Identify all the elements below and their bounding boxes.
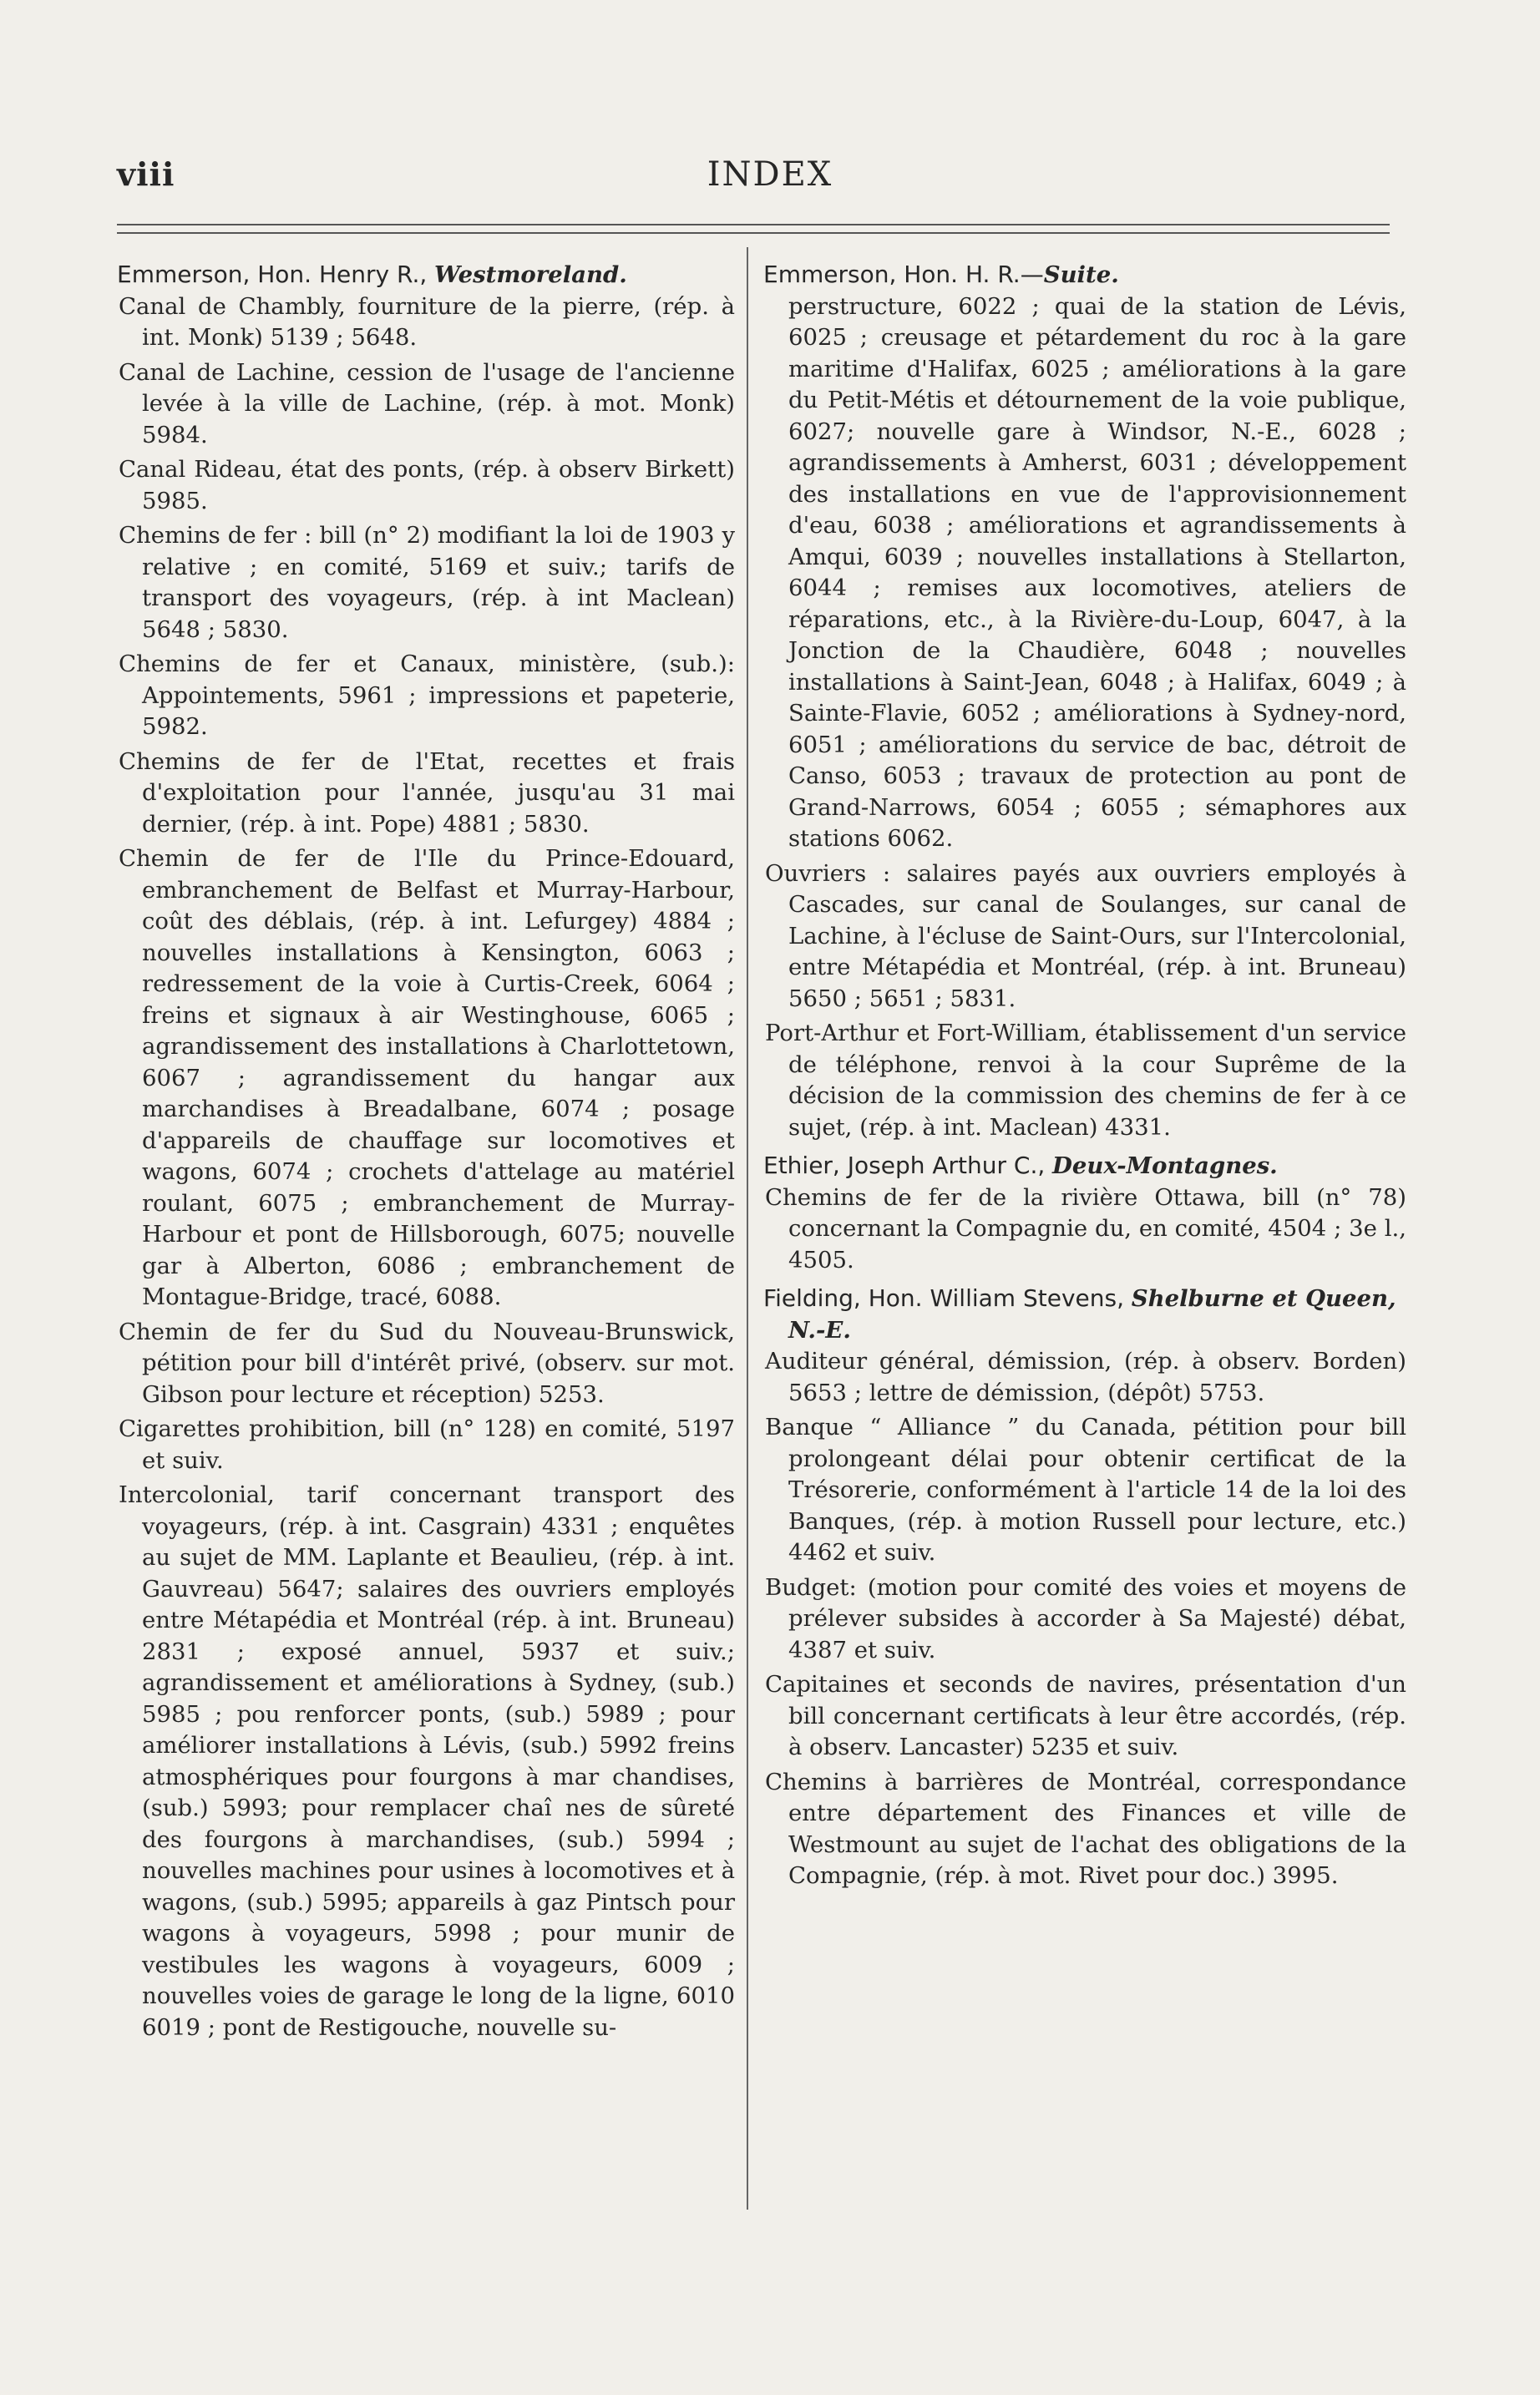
- index-entry: Chemin de fer de l'Ile du Prince-Edouard, embranchement de Belfast et Murray-Harbour, coût des déblais, (rép. à int. Lefurgey) 4884 ; nouvelles installations à Kensington, 6063 ; redressement de la voie à Curtis-Creek, 6064 ; freins et signaux à air Westinghouse, 6065 ; agrandissement des installations à Charlottetown, 6067 ; agrandissement du hangar aux marchandises à Breadalbane, 6074 ; posage d'appareils de chauffage sur locomotives et wagons, 6074 ; crochets d'attelage au matériel roulant, 6075 ; embranchement de Murray-Harbour et pont de Hillsborough, 6075; nouvelle gar à Alberton, 6086 ; embranchement de Montague-Bridge, tracé, 6088.: [119, 845, 735, 1310]
- column-divider: [747, 247, 748, 2210]
- riding-name: Deux-Montagnes.: [1052, 1152, 1278, 1179]
- riding-name: Shelburne et Queen, N.-E.: [788, 1285, 1396, 1344]
- left-column: [117, 256, 735, 2047]
- page-number: viii: [117, 155, 175, 193]
- index-entry: Ouvriers : salaires payés aux ouvriers employés à Cascades, sur canal de Soulanges, sur canal de Lachine, à l'écluse de Saint-Ours, sur l'Intercolonial, entre Métapédia et Montréal, (rép. à int. Bruneau) 5650 ; 5651 ; 5831.: [765, 859, 1406, 1012]
- index-entry: Canal de Chambly, fourniture de la pierre, (rép. à int. Monk) 5139 ; 5648.: [119, 292, 735, 351]
- index-entry: Capitaines et seconds de navires, présentation d'un bill concernant certificats à leur être accordés, (rép. à observ. Lancaster) 5235 et suiv.: [765, 1671, 1406, 1760]
- header-rule: [117, 232, 1390, 234]
- index-entry: Auditeur général, démission, (rép. à observ. Borden) 5653 ; lettre de démission, (dépôt) 5753.: [765, 1348, 1406, 1406]
- riding-name: Suite.: [1043, 261, 1119, 288]
- index-entry: Chemins à barrières de Montréal, correspondance entre département des Finances et ville de Westmount au sujet de l'achat des obligations de la Compagnie, (rép. à mot. Rivet pour doc.) 3995.: [765, 1768, 1406, 1889]
- index-entry: Chemin de fer du Sud du Nouveau-Brunswick, pétition pour bill d'intérêt privé, (observ. sur mot. Gibson pour lecture et réception) 5253.: [119, 1318, 735, 1408]
- index-entry: Budget: (motion pour comité des voies et moyens de prélever subsides à accorder à Sa Majesté) débat, 4387 et suiv.: [765, 1573, 1406, 1663]
- right-column: [763, 256, 1406, 1896]
- header-rule: [117, 224, 1390, 225]
- running-head: INDEX: [707, 155, 833, 194]
- index-entry: Chemins de fer : bill (n° 2) modifiant la loi de 1903 y relative ; en comité, 5169 et suiv.; tarifs de transport des voyageurs, (rép. à int Maclean) 5648 ; 5830.: [119, 522, 735, 643]
- index-entry: Chemins de fer et Canaux, ministère, (sub.): Appointements, 5961 ; impressions et papeterie, 5982.: [119, 651, 735, 740]
- index-entry: Intercolonial, tarif concernant transport des voyageurs, (rép. à int. Casgrain) 4331 ; enquêtes au sujet de MM. Laplante et Beaulieu, (rép. à int. Gauvreau) 5647; salaires des ouvriers employés entre Métapédia et Montréal (rép. à int. Bruneau) 2831 ; exposé annuel, 5937 et suiv.; agrandissement et améliorations à Sydney, (sub.) 5985 ; pou renforcer ponts, (sub.) 5989 ; pour améliorer installations à Lévis, (sub.) 5992 freins atmosphériques pour fourgons à mar chandises, (sub.) 5993; pour remplacer chaî nes de sûreté des fourgons à marchandises, (sub.) 5994 ; nouvelles machines pour usines à locomotives et à wagons, (sub.) 5995; appareils à gaz Pintsch pour wagons à voyageurs, 5998 ; pour munir de vestibules les wagons à voyageurs, 6009 ; nouvelles voies de garage le long de la ligne, 6010 6019 ; pont de Restigouche, nouvelle su-: [119, 1481, 735, 2041]
- member-name: Fielding, Hon. William Stevens,: [763, 1284, 1124, 1312]
- riding-name: Westmoreland.: [434, 261, 627, 288]
- index-entry: Port-Arthur et Fort-William, établissement d'un service de téléphone, renvoi à la cour Suprême de la décision de la commission des chemins de fer à ce sujet, (rép. à int. Maclean) 4331.: [765, 1020, 1406, 1141]
- index-entry: perstructure, 6022 ; quai de la station de Lévis, 6025 ; creusage et pétardement du roc à la gare maritime d'Halifax, 6025 ; améliorations à la gare du Petit-Métis et détournement de la voie publique, 6027; nouvelle gare à Windsor, N.-E., 6028 ; agrandissements à Amherst, 6031 ; développement des installations en vue de l'approvisionnement d'eau, 6038 ; améliorations et agrandissements à Amqui, 6039 ; nouvelles installations à Stellarton, 6044 ; remises aux locomotives, ateliers de réparations, etc., à la Rivière-du-Loup, 6047, à la Jonction de la Chaudière, 6048 ; nouvelles installations à Saint-Jean, 6048 ; à Halifax, 6049 ; à Sainte-Flavie, 6052 ; améliorations à Sydney-nord, 6051 ; améliorations du service de bac, détroit de Canso, 6053 ; travaux de protection au pont de Grand-Narrows, 6054 ; 6055 ; sémaphores aux stations 6062.: [788, 292, 1406, 852]
- member-name: Emmerson, Hon. Henry R.,: [117, 261, 428, 288]
- index-entry: Banque “ Alliance ” du Canada, pétition pour bill prolongeant délai pour obtenir certificat de la Trésorerie, conformément à l'article 14 de la loi des Banques, (rép. à motion Russell pour lecture, etc.) 4462 et suiv.: [765, 1414, 1406, 1566]
- member-name: Ethier, Joseph Arthur C.,: [763, 1152, 1046, 1179]
- member-name: Emmerson, Hon. H. R.—: [763, 261, 1044, 288]
- index-heading: [763, 1283, 1406, 1346]
- index-entry: Cigarettes prohibition, bill (n° 128) en comité, 5197 et suiv.: [119, 1415, 735, 1474]
- index-entry: Chemins de fer de la rivière Ottawa, bill (n° 78) concernant la Compagnie du, en comité, 4504 ; 3e l., 4505.: [765, 1183, 1406, 1273]
- index-entry: Chemins de fer de l'Etat, recettes et frais d'exploitation pour l'année, jusqu'au 31 mai dernier, (rép. à int. Pope) 4881 ; 5830.: [119, 747, 735, 838]
- index-heading: [117, 259, 735, 291]
- index-entry: Canal Rideau, état des ponts, (rép. à observ Birkett) 5985.: [119, 456, 735, 514]
- index-heading: [763, 259, 1406, 291]
- index-heading: [763, 1150, 1406, 1182]
- index-entry: Canal de Lachine, cession de l'usage de l'ancienne levée à la ville de Lachine, (rép. à mot. Monk) 5984.: [119, 358, 735, 448]
